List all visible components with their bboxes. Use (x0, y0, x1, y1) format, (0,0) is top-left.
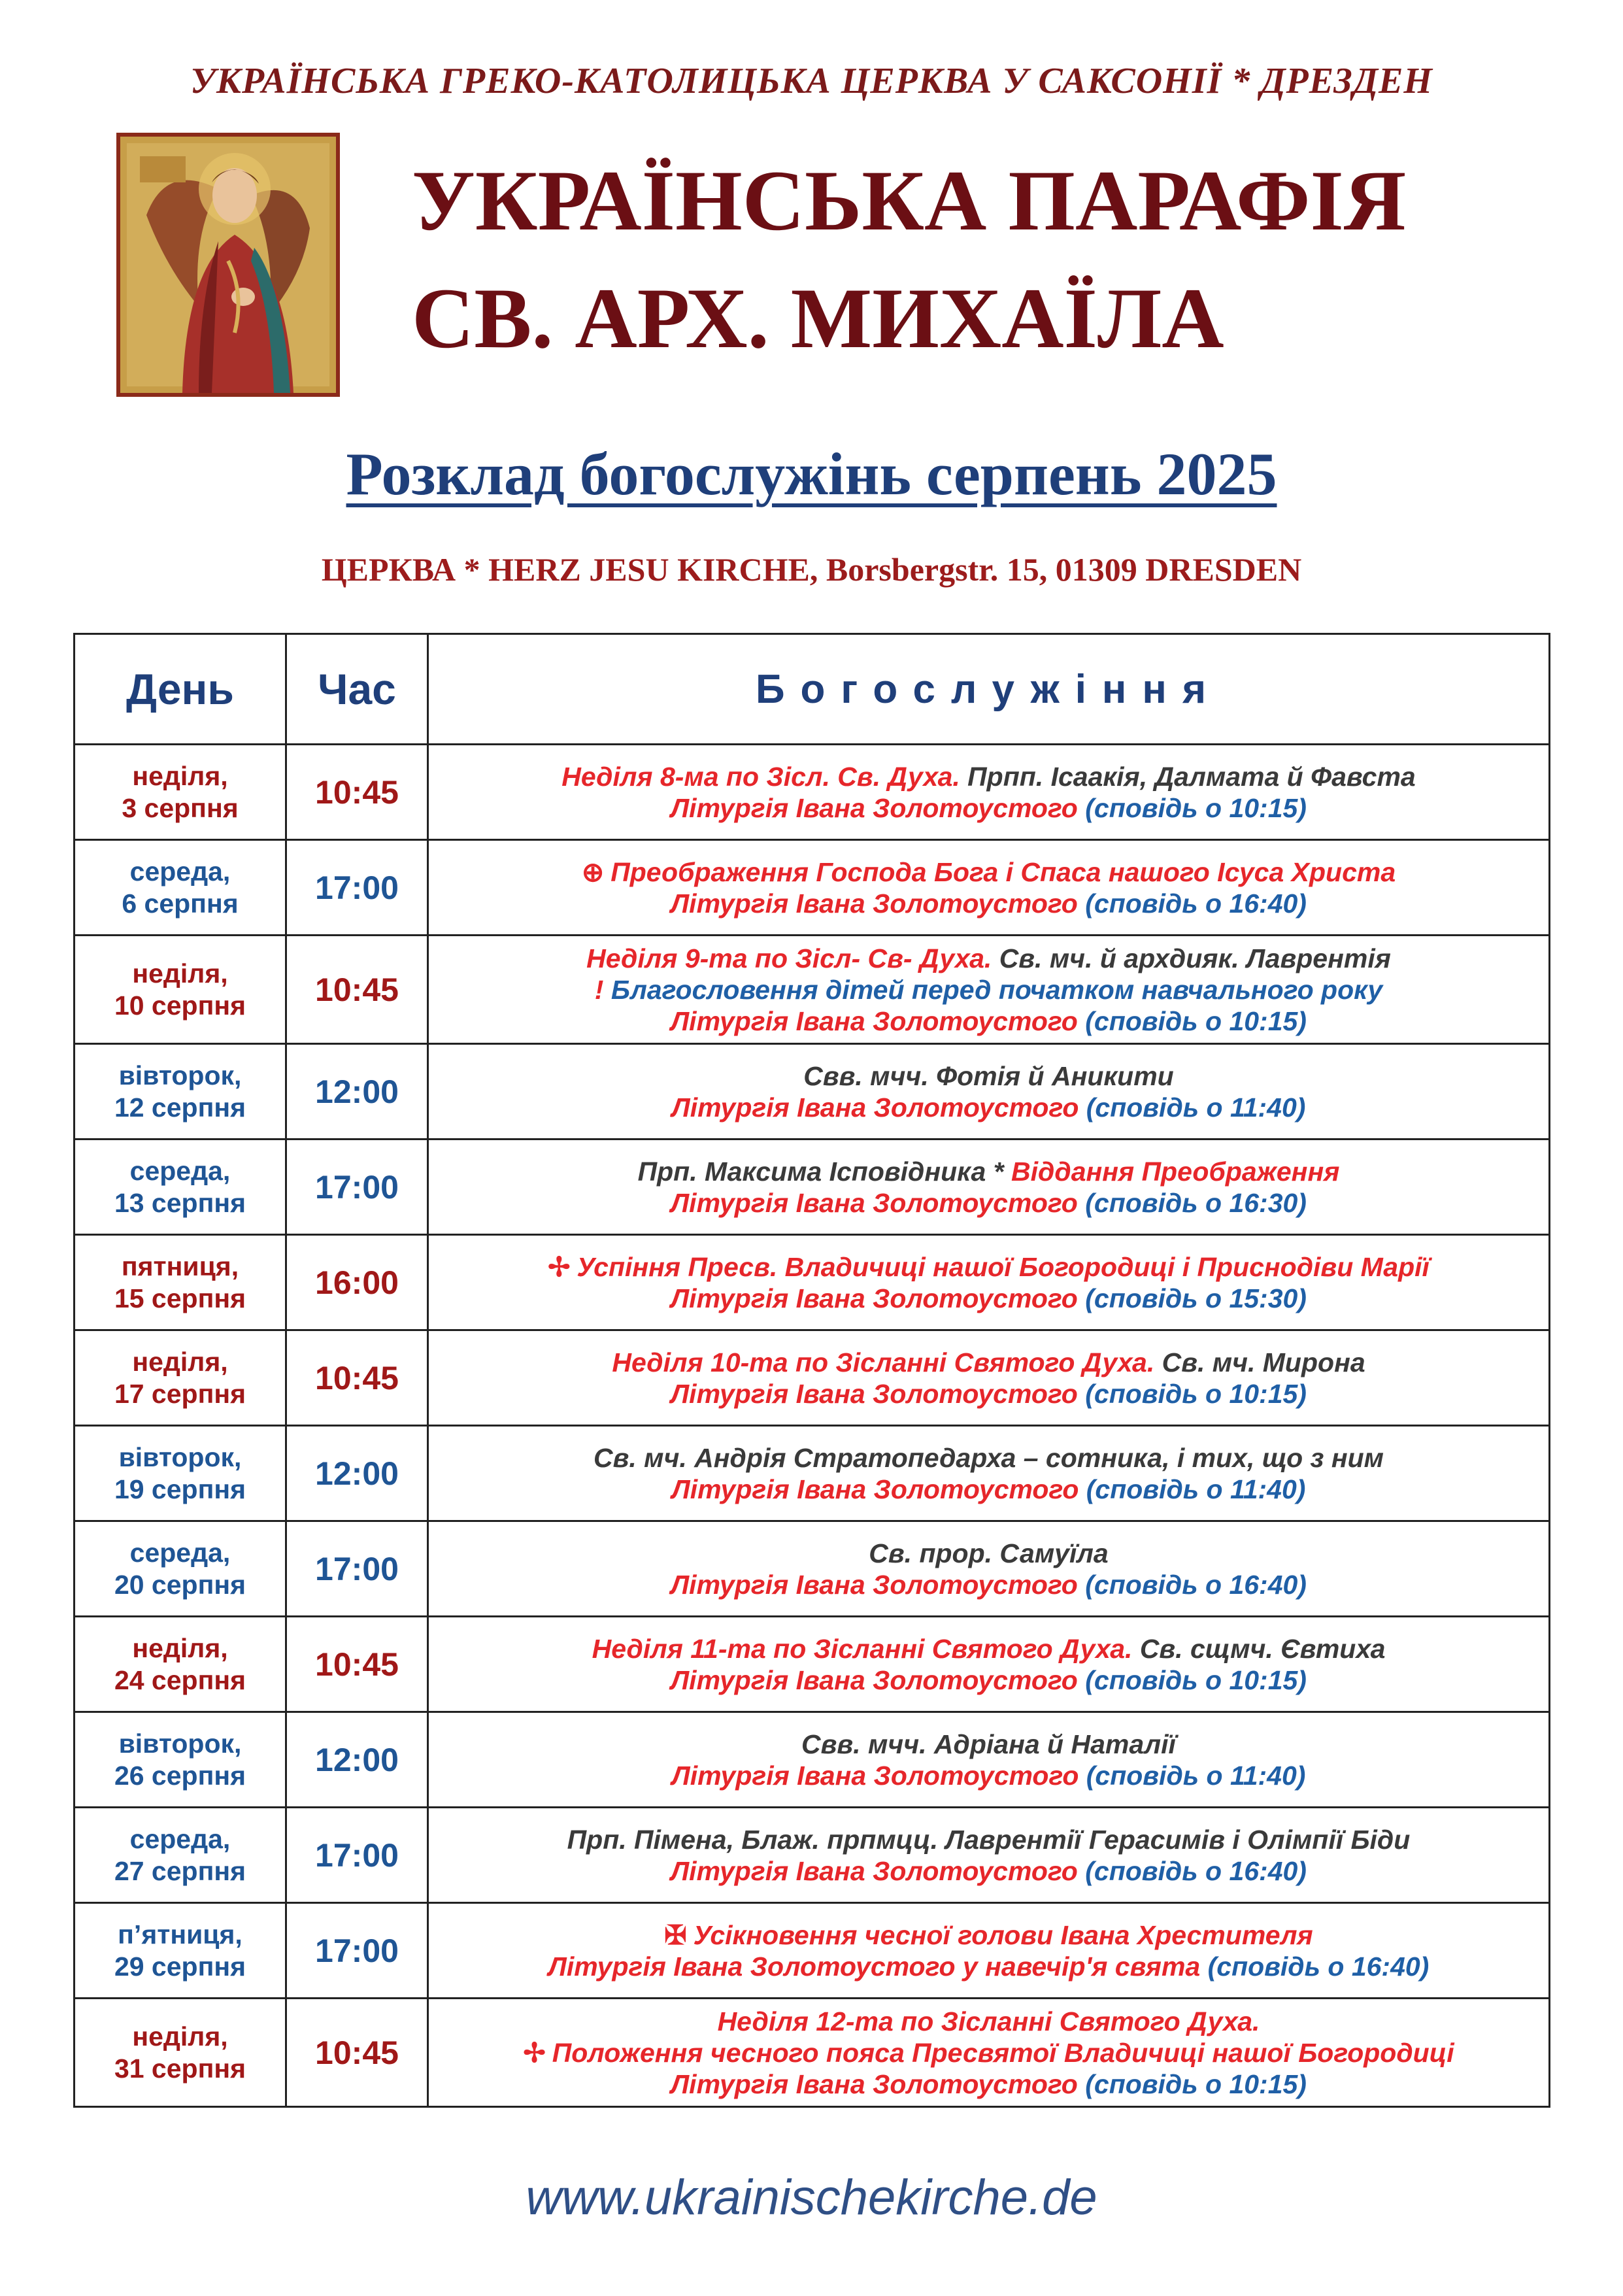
service-line (429, 1729, 1548, 1760)
service-text: (сповідь о 11:40) (1079, 1474, 1306, 1504)
service-line (429, 2037, 1548, 2068)
service-line (429, 1060, 1548, 1092)
table-row (75, 1140, 1550, 1235)
service-cell (428, 1521, 1550, 1617)
weekday-label: вівторок, (118, 1060, 242, 1090)
service-cell (428, 936, 1550, 1044)
weekday-label: пятниця, (121, 1251, 239, 1281)
weekday-label: середа, (129, 1155, 231, 1186)
weekday-label: неділя, (132, 1632, 228, 1663)
service-line (429, 1919, 1548, 1951)
service-line (429, 1251, 1548, 1283)
service-line (429, 1538, 1548, 1569)
day-cell (75, 1330, 286, 1426)
table-row (75, 1044, 1550, 1140)
service-line (429, 1664, 1548, 1696)
website-link[interactable]: www.ukrainischekirche.de (526, 2170, 1097, 2225)
service-text: Положення чесного пояса Пресвятої Владичиці нашої Богородиці (552, 2037, 1454, 2068)
service-text: Прп. Пімена, Блаж. прпмцц. Лаврентії Герасимів і Олімпії Біди (567, 1824, 1411, 1855)
time-cell: 10:45 (286, 1617, 428, 1712)
table-row (75, 1426, 1550, 1521)
service-text: Неділя 12-та по Зісланні Святого Духа. (717, 2006, 1260, 2036)
time-cell: 17:00 (286, 1521, 428, 1617)
service-line (429, 2006, 1548, 2037)
time-cell: 12:00 (286, 1044, 428, 1140)
day-cell (75, 936, 286, 1044)
table-row (75, 745, 1550, 840)
service-line (429, 1187, 1548, 1219)
feast-symbol-icon: ✢ (548, 1251, 571, 1282)
schedule-table (73, 633, 1550, 2108)
service-line (429, 1283, 1548, 1314)
service-line (429, 1005, 1548, 1037)
service-line (429, 1442, 1548, 1474)
service-line (429, 1569, 1548, 1600)
table-row (75, 1330, 1550, 1426)
service-text: (сповідь о 11:40) (1079, 1092, 1306, 1123)
date-label: 26 серпня (114, 1760, 246, 1791)
service-line (429, 1633, 1548, 1664)
service-text: Літургія Івана Золотоустого (671, 1760, 1079, 1791)
date-label: 10 серпня (114, 990, 246, 1021)
date-label: 13 серпня (114, 1187, 246, 1218)
service-text: Літургія Івана Золотоустого (671, 2068, 1078, 2099)
weekday-label: вівторок, (118, 1442, 242, 1472)
service-text: Неділя 11-та по Зісланні Святого Духа. (592, 1633, 1133, 1664)
day-cell (75, 1521, 286, 1617)
service-text: Прпп. Ісаакія, Далмата й Фавста (960, 761, 1416, 792)
service-text: Літургія Івана Золотоустого (671, 1474, 1079, 1504)
weekday-label: середа, (129, 1823, 231, 1854)
weekday-label: середа, (129, 1537, 231, 1568)
service-text: (сповідь о 10:15) (1077, 1378, 1307, 1409)
weekday-label: середа, (129, 856, 231, 886)
time-cell: 17:00 (286, 840, 428, 936)
feast-symbol-icon: ✢ (523, 2037, 546, 2068)
service-cell (428, 1999, 1550, 2107)
time-cell: 17:00 (286, 1903, 428, 1999)
service-text: Літургія Івана Золотоустого (671, 1005, 1078, 1036)
table-row (75, 1999, 1550, 2107)
service-text: Літургія Івана Золотоустого (671, 1283, 1078, 1313)
schedule-title-text: Розклад богослужінь серпень 2025 (346, 441, 1277, 507)
date-label: 20 серпня (114, 1569, 246, 1600)
service-text: Неділя 10-та по Зісланні Святого Духа. (612, 1347, 1155, 1377)
service-text: Прп. Максима Ісповідника * (637, 1156, 1012, 1187)
service-line (429, 856, 1548, 888)
service-line (429, 1474, 1548, 1505)
service-line (429, 1092, 1548, 1123)
service-cell (428, 1235, 1550, 1330)
time-cell: 17:00 (286, 1140, 428, 1235)
day-cell (75, 1808, 286, 1903)
time-cell: 10:45 (286, 745, 428, 840)
service-text: Літургія Івана Золотоустого (671, 1092, 1079, 1123)
service-cell (428, 1712, 1550, 1808)
service-text: Неділя 9-та по Зісл- Св- Духа. (586, 943, 992, 973)
service-text: (сповідь о 16:40) (1200, 1951, 1430, 1982)
service-line (429, 974, 1548, 1005)
table-row (75, 1617, 1550, 1712)
day-cell (75, 1044, 286, 1140)
weekday-label: неділя, (132, 760, 228, 791)
day-cell (75, 840, 286, 936)
date-label: 19 серпня (114, 1474, 246, 1504)
date-label: 15 серпня (114, 1283, 246, 1313)
service-cell (428, 1617, 1550, 1712)
service-text: (сповідь о 16:40) (1077, 888, 1307, 919)
day-cell (75, 1903, 286, 1999)
table-row (75, 840, 1550, 936)
day-cell (75, 1140, 286, 1235)
date-label: 29 серпня (114, 1951, 246, 1982)
date-label: 27 серпня (114, 1855, 246, 1886)
service-text: Віддання Преображення (1011, 1156, 1340, 1187)
column-header-service: Богослужіння (428, 634, 1550, 745)
date-label: 17 серпня (114, 1378, 246, 1409)
day-cell (75, 1235, 286, 1330)
service-text: Успіння Пресв. Владичиці нашої Богородиці і Приснодіви Марії (577, 1251, 1430, 1282)
date-label: 12 серпня (114, 1092, 246, 1123)
weekday-label: п’ятниця, (118, 1919, 243, 1950)
time-cell: 10:45 (286, 1999, 428, 2107)
service-cell (428, 1808, 1550, 1903)
parish-subtitle: СВ. АРХ. МИХАЇЛА (412, 270, 1224, 366)
service-text: Літургія Івана Золотоустого у навечір'я свята (548, 1951, 1201, 1982)
archangel-michael-icon (116, 133, 340, 397)
table-header-row (75, 634, 1550, 745)
service-line (429, 792, 1548, 824)
service-cell (428, 745, 1550, 840)
service-text: (сповідь о 15:30) (1077, 1283, 1307, 1313)
service-text: Усікновення чесної голови Івана Хрестителя (693, 1919, 1313, 1950)
service-line (429, 943, 1548, 974)
service-text: Св. мч. Андрія Стратопедарха – сотника, і тих, що з ним (594, 1442, 1384, 1473)
church-header: УКРАЇНСЬКА ГРЕКО-КАТОЛИЦЬКА ЦЕРКВА У САКСОНІЇ * ДРЕЗДЕН (190, 61, 1433, 101)
service-text: Літургія Івана Золотоустого (671, 1569, 1078, 1600)
service-line (429, 1760, 1548, 1791)
time-cell: 10:45 (286, 1330, 428, 1426)
service-cell (428, 1426, 1550, 1521)
time-cell: 10:45 (286, 936, 428, 1044)
parish-title: УКРАЇНСЬКА ПАРАФІЯ (412, 152, 1407, 248)
service-line (429, 2068, 1548, 2100)
column-header-time: Час (286, 634, 428, 745)
table-row (75, 1235, 1550, 1330)
service-text: Свв. мчч. Адріана й Наталії (801, 1729, 1176, 1759)
service-text: (сповідь о 10:15) (1077, 1664, 1307, 1695)
column-header-day: День (75, 634, 286, 745)
date-label: 3 серпня (122, 792, 239, 823)
time-cell: 16:00 (286, 1235, 428, 1330)
service-cell (428, 1044, 1550, 1140)
weekday-label: неділя, (132, 2021, 228, 2051)
service-text: (сповідь о 16:40) (1077, 1569, 1307, 1600)
day-cell (75, 1617, 286, 1712)
table-row (75, 1808, 1550, 1903)
service-line (429, 1347, 1548, 1378)
service-line (429, 1824, 1548, 1855)
weekday-label: вівторок, (118, 1728, 242, 1759)
service-text: (сповідь о 11:40) (1079, 1760, 1306, 1791)
service-text: Літургія Івана Золотоустого (671, 792, 1078, 823)
feast-symbol-icon: ⊕ (581, 856, 605, 887)
day-cell (75, 1426, 286, 1521)
service-text: (сповідь о 10:15) (1077, 2068, 1307, 2099)
service-line (429, 1156, 1548, 1187)
service-text: Св. сщмч. Євтиха (1132, 1633, 1386, 1664)
service-text: Неділя 8-ма по Зісл. Св. Духа. (561, 761, 960, 792)
schedule-body (75, 745, 1550, 2107)
service-text: Св. прор. Самуїла (869, 1538, 1109, 1568)
service-line (429, 1951, 1548, 1982)
feast-symbol-icon: ✠ (664, 1919, 687, 1950)
service-cell (428, 1330, 1550, 1426)
service-cell (428, 1140, 1550, 1235)
service-text: (сповідь о 16:30) (1077, 1187, 1307, 1218)
service-text: Літургія Івана Золотоустого (671, 1855, 1078, 1886)
day-cell (75, 745, 286, 840)
service-text: Літургія Івана Золотоустого (671, 1187, 1078, 1218)
service-line (429, 1855, 1548, 1887)
weekday-label: неділя, (132, 1346, 228, 1377)
table-row (75, 936, 1550, 1044)
service-line (429, 761, 1548, 792)
service-text: Літургія Івана Золотоустого (671, 888, 1078, 919)
table-row (75, 1903, 1550, 1999)
table-row (75, 1712, 1550, 1808)
day-cell (75, 1712, 286, 1808)
time-cell: 17:00 (286, 1808, 428, 1903)
service-text: Свв. мчч. Фотія й Аникити (803, 1060, 1174, 1091)
service-text: Св. мч. й архдияк. Лаврентія (992, 943, 1391, 973)
service-text: Літургія Івана Золотоустого (671, 1664, 1078, 1695)
service-text: Літургія Івана Золотоустого (671, 1378, 1078, 1409)
service-line (429, 888, 1548, 919)
service-text: Преображення Господа Бога і Спаса нашого Ісуса Христа (611, 856, 1396, 887)
service-line (429, 1378, 1548, 1410)
service-cell (428, 1903, 1550, 1999)
service-cell (428, 840, 1550, 936)
service-text: ! (594, 974, 604, 1005)
time-cell: 12:00 (286, 1712, 428, 1808)
church-address: ЦЕРКВА * HERZ JESU KIRCHE, Borsbergstr. 15, 01309 DRESDEN (321, 551, 1302, 588)
service-text: (сповідь о 10:15) (1077, 1005, 1307, 1036)
service-text: (сповідь о 16:40) (1077, 1855, 1307, 1886)
service-text: Св. мч. Мирона (1154, 1347, 1365, 1377)
time-cell: 12:00 (286, 1426, 428, 1521)
date-label: 31 серпня (114, 2053, 246, 2084)
service-text: Благословення дітей перед початком навчального року (603, 974, 1383, 1005)
date-label: 6 серпня (122, 888, 239, 919)
day-cell (75, 1999, 286, 2107)
weekday-label: неділя, (132, 958, 228, 988)
service-text: (сповідь о 10:15) (1077, 792, 1307, 823)
schedule-title (0, 439, 1623, 509)
table-row (75, 1521, 1550, 1617)
date-label: 24 серпня (114, 1664, 246, 1695)
